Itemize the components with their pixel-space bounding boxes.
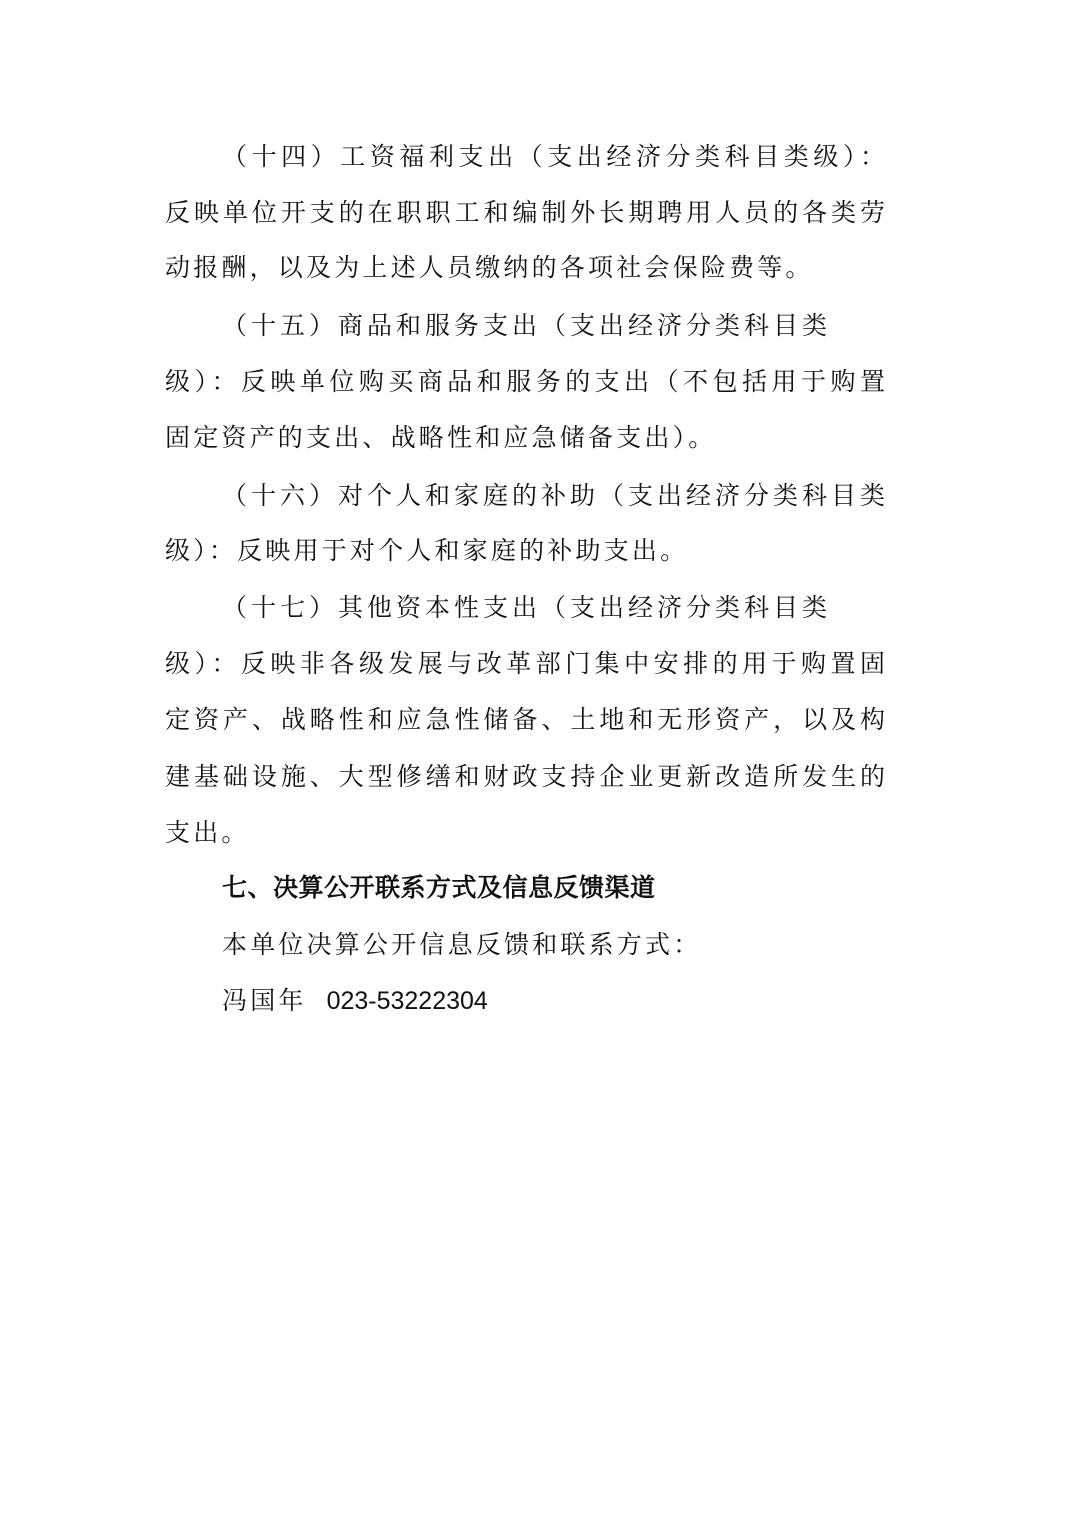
contact-name: 冯国年 [222,986,307,1015]
contact-line [222,985,488,1017]
paragraph-15-line: 固定资产的支出、战略性和应急储备支出）。 [165,423,717,452]
paragraph-14-line: 反映单位开支的在职职工和编制外长期聘用人员的各类劳 [165,198,885,227]
contact-phone: 023-53222304 [326,987,488,1015]
paragraph-15-line: （十五）商品和服务支出（支出经济分类科目类 [222,311,827,340]
paragraph-14-line: 动报酬，以及为上述人员缴纳的各项社会保险费等。 [165,253,814,282]
contact-intro: 本单位决算公开信息反馈和联系方式： [222,930,702,959]
paragraph-17-line: 支出。 [165,818,250,847]
paragraph-17-line: 级）：反映非各级发展与改革部门集中安排的用于购置固 [165,649,885,678]
section-heading: 七、决算公开联系方式及信息反馈渠道 [222,873,656,902]
paragraph-16-line: 级）：反映用于对个人和家庭的补助支出。 [165,536,689,565]
paragraph-17-line: 定资产、战略性和应急性储备、土地和无形资产，以及构 [165,705,885,734]
paragraph-14-line: （十四）工资福利支出（支出经济分类科目类级）： [222,142,885,171]
paragraph-15-line: 级）：反映单位购买商品和服务的支出（不包括用于购置 [165,367,885,396]
paragraph-17-line: （十七）其他资本性支出（支出经济分类科目类 [222,593,827,622]
paragraph-17-line: 建基础设施、大型修缮和财政支持企业更新改造所发生的 [165,762,885,791]
paragraph-16-line: （十六）对个人和家庭的补助（支出经济分类科目类 [222,481,885,510]
